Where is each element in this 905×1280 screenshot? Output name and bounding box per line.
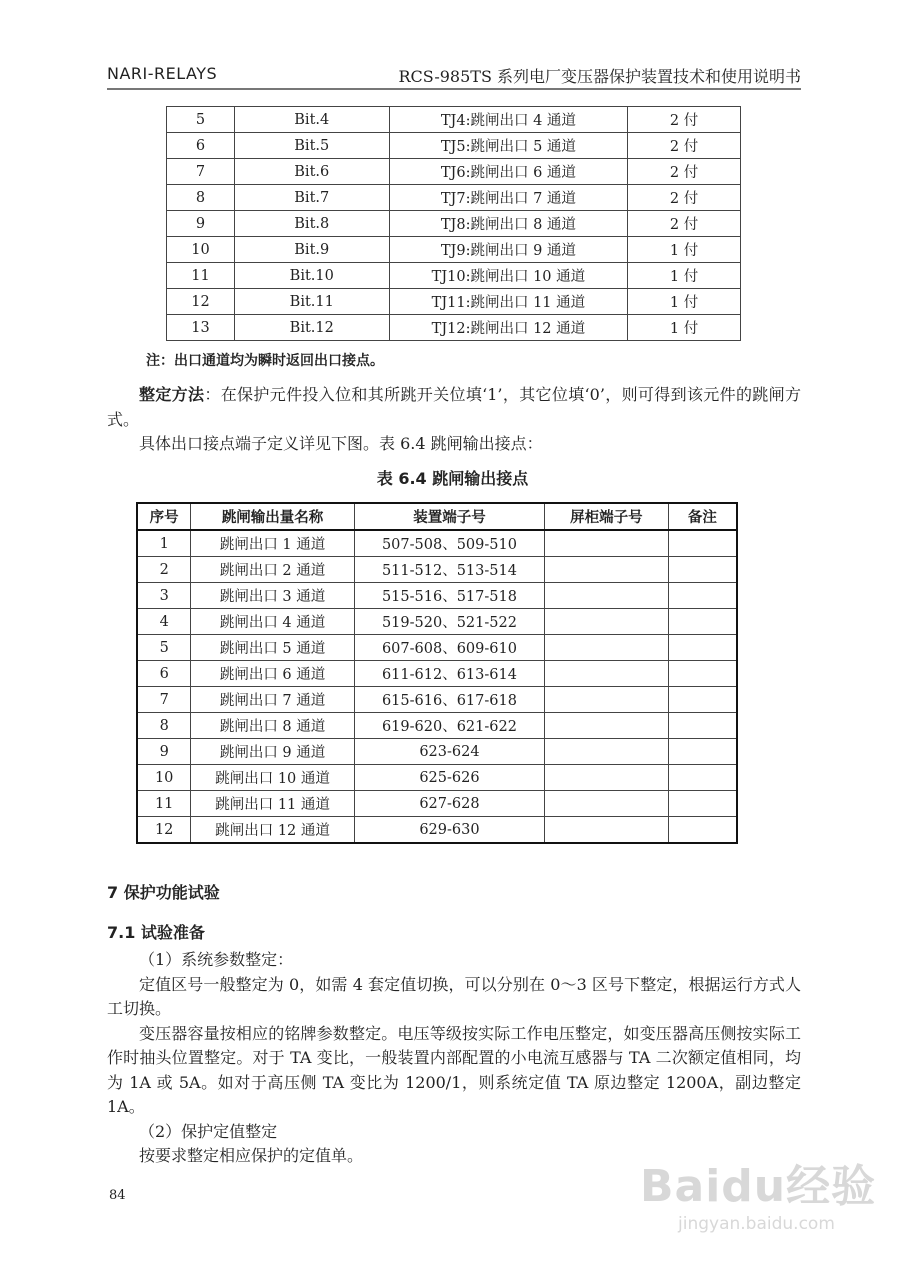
table-cell: 2 付 [628,107,741,133]
column-header: 装置端子号 [354,503,544,530]
table-cell [545,530,669,557]
table-cell: Bit.7 [234,185,389,211]
subsection-heading: 7.1 试验准备 [107,923,205,942]
table-cell: Bit.4 [234,107,389,133]
table-cell [545,661,669,687]
watermark-url: jingyan.baidu.com [678,1214,835,1234]
table-cell: 跳闸出口 1 通道 [191,530,354,557]
column-header: 跳闸输出量名称 [191,503,354,530]
table-cell: 5 [167,107,235,133]
table-row [137,817,737,844]
table-row [167,237,741,263]
paragraph: 按要求整定相应保护的定值单。 [139,1146,364,1165]
table-cell: TJ4:跳闸出口 4 通道 [389,107,628,133]
table-cell: 1 付 [628,263,741,289]
table-cell: 12 [137,817,191,844]
table-cell: 2 付 [628,185,741,211]
table-cell: 519-520、521-522 [354,609,544,635]
table-cell [668,739,737,765]
table-cell [668,557,737,583]
table-cell: 3 [137,583,191,609]
table-cell: 8 [167,185,235,211]
table-cell: 11 [167,263,235,289]
watermark [640,1150,876,1234]
table-cell [545,765,669,791]
table-cell: 10 [167,237,235,263]
table-cell [668,609,737,635]
table-row [167,185,741,211]
table-cell: 611-612、613-614 [354,661,544,687]
table-cell: 跳闸出口 9 通道 [191,739,354,765]
table-row [137,583,737,609]
table-row [167,315,741,341]
bit-channel-table [166,106,741,341]
table-row [167,211,741,237]
table-row [167,263,741,289]
table-cell: 2 付 [628,159,741,185]
table-caption: 表 6.4 跳闸输出接点 [376,469,529,488]
table-cell [545,635,669,661]
table-cell: 13 [167,315,235,341]
table-cell: 1 付 [628,237,741,263]
table-row [137,530,737,557]
table-cell: 跳闸出口 11 通道 [191,791,354,817]
method-paragraph [107,383,801,432]
section-heading: 7 保护功能试验 [107,883,220,902]
table-cell: 跳闸出口 6 通道 [191,661,354,687]
table-cell: 4 [137,609,191,635]
table-cell: 跳闸出口 4 通道 [191,609,354,635]
table-cell [668,687,737,713]
table-cell: 1 付 [628,289,741,315]
table-row [137,791,737,817]
detail-paragraph: 具体出口接点端子定义详见下图。表 6.4 跳闸输出接点： [139,434,543,453]
table-cell: 跳闸出口 8 通道 [191,713,354,739]
table-header-row [137,503,737,530]
table-cell: 6 [167,133,235,159]
table-cell: 627-628 [354,791,544,817]
table-cell: 515-516、517-518 [354,583,544,609]
table-cell: 跳闸出口 12 通道 [191,817,354,844]
table-cell: 跳闸出口 3 通道 [191,583,354,609]
table-cell: TJ6:跳闸出口 6 通道 [389,159,628,185]
table-cell: 1 [137,530,191,557]
table-cell: 2 付 [628,133,741,159]
table-cell: Bit.6 [234,159,389,185]
table-cell: TJ8:跳闸出口 8 通道 [389,211,628,237]
method-label: 整定方法 [139,385,205,404]
table-cell [668,791,737,817]
table-row [137,687,737,713]
table-cell: 2 [137,557,191,583]
note: 注：出口通道均为瞬时返回出口接点。 [146,353,384,369]
method-text: ：在保护元件投入位和其所跳开关位填‘1’，其它位填‘0’，则可得到该元件的跳闸方式。 [107,385,801,429]
table-cell: 8 [137,713,191,739]
table-cell: 10 [137,765,191,791]
table-cell: TJ11:跳闸出口 11 通道 [389,289,628,315]
table-cell [545,687,669,713]
table-cell [545,557,669,583]
table-cell: 跳闸出口 2 通道 [191,557,354,583]
table-row [167,159,741,185]
table-row [137,609,737,635]
table-cell: 2 付 [628,211,741,237]
table-row [137,739,737,765]
paragraph: （2）保护定值整定 [139,1121,278,1141]
table-cell: Bit.11 [234,289,389,315]
table-cell: 跳闸出口 5 通道 [191,635,354,661]
table-cell [668,765,737,791]
table-cell [668,530,737,557]
column-header: 序号 [137,503,191,530]
table-cell: Bit.8 [234,211,389,237]
table-cell: 7 [167,159,235,185]
table-cell: 12 [167,289,235,315]
table-cell: 629-630 [354,817,544,844]
table-row [167,133,741,159]
paragraph: 变压器容量按相应的铭牌参数整定。电压等级按实际工作电压整定，如变压器高压侧按实际工作时抽头位置整定。对于 TA 变比，一般装置内部配置的小电流互感器与 TA 二次额定值相同，均为 1A 或 5A。如对于高压侧 TA 变比为 1200/1，则系统定值 TA 原边整定 1200A，副边整定 1A。 [107,1023,801,1116]
table-row [167,289,741,315]
table-cell: 5 [137,635,191,661]
paragraph: （1）系统参数整定： [139,950,294,969]
table-cell: Bit.9 [234,237,389,263]
column-header: 备注 [668,503,737,530]
table-cell: TJ9:跳闸出口 9 通道 [389,237,628,263]
table-cell [668,817,737,844]
watermark-logo: Baidu经验 [640,1161,877,1212]
table-row [137,557,737,583]
table-cell: 9 [167,211,235,237]
table-cell [668,661,737,687]
table-cell [545,713,669,739]
table-cell [545,583,669,609]
table-cell: 7 [137,687,191,713]
page-number: 84 [109,1188,126,1203]
table-row [167,107,741,133]
table-cell: 跳闸出口 10 通道 [191,765,354,791]
table-cell: TJ10:跳闸出口 10 通道 [389,263,628,289]
table-cell: Bit.10 [234,263,389,289]
column-header: 屏柜端子号 [545,503,669,530]
table-cell: 615-616、617-618 [354,687,544,713]
table-cell [668,583,737,609]
table-cell: 507-508、509-510 [354,530,544,557]
paragraph: 定值区号一般整定为 0，如需 4 套定值切换，可以分别在 0～3 区号下整定，根据运行方式人工切换。 [107,974,801,1018]
table-cell: 607-608、609-610 [354,635,544,661]
table-cell [545,609,669,635]
table-cell [545,739,669,765]
table-cell: TJ5:跳闸出口 5 通道 [389,133,628,159]
table-cell [545,817,669,844]
table-cell: 1 付 [628,315,741,341]
table-cell: 9 [137,739,191,765]
header-rule [107,88,801,90]
table-cell: 跳闸出口 7 通道 [191,687,354,713]
table-cell: 619-620、621-622 [354,713,544,739]
table-cell: 511-512、513-514 [354,557,544,583]
header-title: RCS-985TS 系列电厂变压器保护装置技术和使用说明书 [398,67,801,86]
table-cell [545,791,669,817]
table-cell: TJ7:跳闸出口 7 通道 [389,185,628,211]
table-cell: 6 [137,661,191,687]
table-row [137,661,737,687]
table-row [137,635,737,661]
table-row [137,713,737,739]
table-cell: Bit.5 [234,133,389,159]
table-cell: 625-626 [354,765,544,791]
table-cell: Bit.12 [234,315,389,341]
table-cell: TJ12:跳闸出口 12 通道 [389,315,628,341]
table-cell: 11 [137,791,191,817]
table-cell [668,635,737,661]
table-row [137,765,737,791]
trip-output-table [136,502,738,844]
table-cell: 623-624 [354,739,544,765]
table-cell [668,713,737,739]
header-left: NARI-RELAYS [107,64,218,83]
